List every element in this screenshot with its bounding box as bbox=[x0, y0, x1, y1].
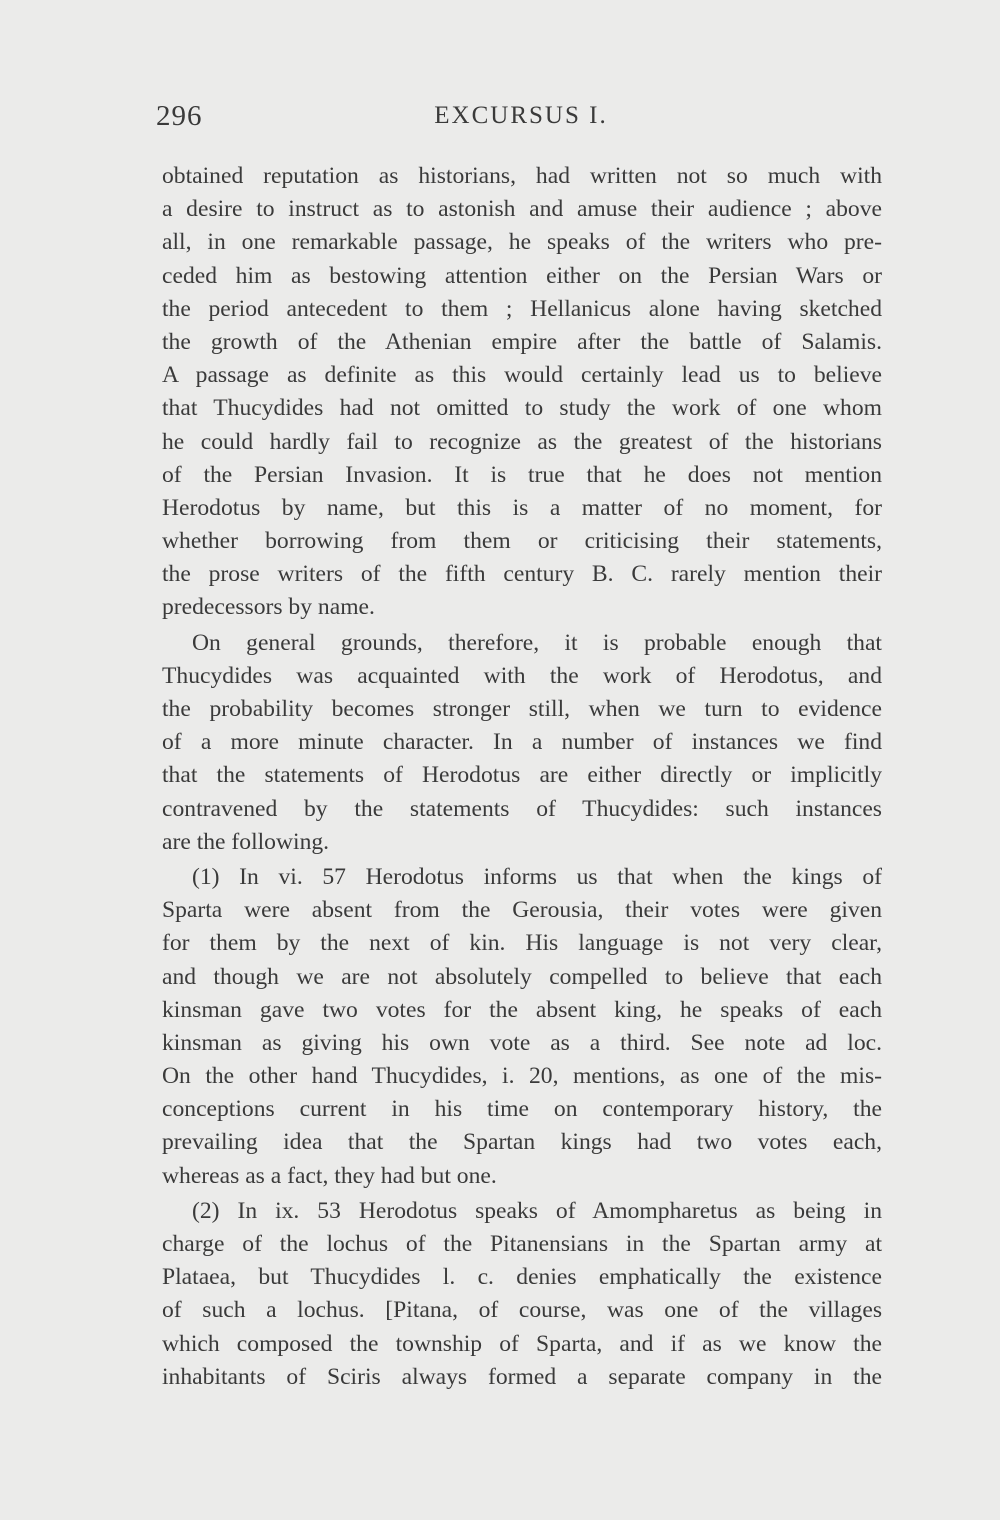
text-line: the growth of the Athenian empire after the battle of Salamis. bbox=[162, 328, 882, 355]
text-line: On the other hand Thucydides, i. 20, mentions, as one of the mis- bbox=[162, 1063, 882, 1090]
text-line: ceded him as bestowing attention either on the Persian Wars or bbox=[162, 262, 882, 289]
text-line: of a more minute character. In a number of instances we find bbox=[162, 729, 882, 756]
text-line: kinsman as giving his own vote as a third. See note ad loc. bbox=[162, 1029, 882, 1056]
text-line: of the Persian Invasion. It is true that he does not mention bbox=[162, 461, 882, 488]
paragraph bbox=[162, 160, 882, 625]
text-line: of such a lochus. [Pitana, of course, was one of the villages bbox=[162, 1297, 882, 1324]
text-line: for them by the next of kin. His language is not very clear, bbox=[162, 930, 882, 957]
text-line: that Thucydides had not omitted to study the work of one whom bbox=[162, 395, 882, 422]
text-line: whether borrowing from them or criticising their statements, bbox=[162, 528, 882, 555]
text-line: Herodotus by name, but this is a matter of no moment, for bbox=[162, 494, 882, 521]
text-line: contravened by the statements of Thucydides: such instances bbox=[162, 795, 882, 822]
text-line: (1) In vi. 57 Herodotus informs us that when the kings of bbox=[192, 863, 882, 890]
text-line: obtained reputation as historians, had written not so much with bbox=[162, 163, 882, 189]
text-line: the probability becomes stronger still, when we turn to evidence bbox=[162, 696, 882, 722]
text-line: Plataea, but Thucydides l. c. denies emphatically the existence bbox=[162, 1264, 882, 1291]
text-line: conceptions current in his time on contemporary history, the bbox=[162, 1096, 882, 1123]
text-line: predecessors by name. bbox=[162, 594, 375, 621]
text-line: kinsman gave two votes for the absent king, he speaks of each bbox=[162, 996, 882, 1023]
text-line: prevailing idea that the Spartan kings had two votes each, bbox=[162, 1129, 882, 1156]
text-line: he could hardly fail to recognize as the greatest of the historians bbox=[162, 428, 882, 455]
text-line: which composed the township of Sparta, and if as we know the bbox=[162, 1330, 882, 1357]
text-line: that the statements of Herodotus are either directly or implicitly bbox=[162, 762, 882, 789]
text-line: inhabitants of Sciris always formed a separate company in the bbox=[162, 1363, 882, 1390]
paragraph bbox=[162, 1195, 882, 1394]
paragraph bbox=[162, 861, 882, 1193]
text-line: (2) In ix. 53 Herodotus speaks of Amompharetus as being in bbox=[192, 1197, 882, 1224]
body-text bbox=[162, 160, 882, 1394]
text-line: are the following. bbox=[162, 828, 330, 855]
text-line: Thucydides was acquainted with the work of Herodotus, and bbox=[162, 662, 882, 689]
text-line: Sparta were absent from the Gerousia, their votes were given bbox=[162, 897, 882, 924]
running-title: EXCURSUS I. bbox=[434, 102, 608, 129]
page-number: 296 bbox=[156, 100, 203, 132]
text-line: all, in one remarkable passage, he speaks of the writers who pre- bbox=[162, 229, 882, 256]
running-head bbox=[156, 100, 886, 140]
paragraph bbox=[162, 627, 882, 859]
text-line: whereas as a fact, they had but one. bbox=[162, 1162, 497, 1189]
text-line: a desire to instruct as to astonish and amuse their audience ; above bbox=[162, 196, 882, 223]
text-line: the period antecedent to them ; Hellanicus alone having sketched bbox=[162, 295, 882, 322]
text-line: charge of the lochus of the Pitanensians in the Spartan army at bbox=[162, 1231, 882, 1257]
text-line: and though we are not absolutely compelled to believe that each bbox=[162, 963, 882, 990]
text-line: the prose writers of the fifth century B. C. rarely mention their bbox=[162, 561, 882, 588]
text-line: A passage as definite as this would certainly lead us to believe bbox=[162, 362, 882, 389]
text-line: On general grounds, therefore, it is probable enough that bbox=[192, 629, 882, 656]
